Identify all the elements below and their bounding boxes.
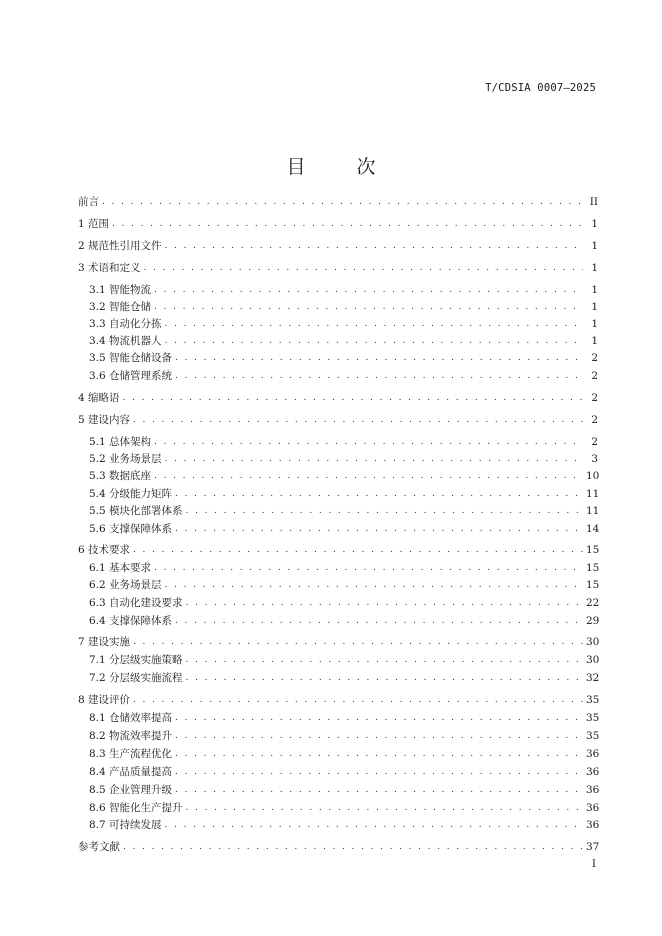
toc-entry[interactable] [89,614,598,628]
dot-leader [175,614,583,628]
toc-entry[interactable] [89,452,598,466]
toc-entry[interactable] [78,195,598,209]
toc-entry-page: 15 [586,544,600,556]
toc-entry-label: 3.5 智能仓储设备 [89,352,173,364]
toc-entry-label: 6 技术要求 [78,544,131,556]
dot-leader [144,261,583,275]
toc-entry-label: 前言 [78,196,99,208]
dot-leader [186,653,583,667]
toc-entry[interactable] [89,671,598,685]
dot-leader [133,413,583,427]
toc-entry[interactable] [89,596,598,610]
toc-entry-label: 8.2 物流效率提升 [89,730,173,742]
dot-leader [165,452,583,466]
toc-entry-label: 6.3 自动化建设要求 [89,597,183,609]
toc-entry-label: 5.4 分级能力矩阵 [89,488,173,500]
toc-entry-page: 1 [591,262,598,274]
toc-entry-label: 5.3 数据底座 [89,470,152,482]
dot-leader [123,391,583,405]
dot-leader [175,729,583,743]
toc-entry[interactable] [89,369,598,383]
toc-entry-label: 3 术语和定义 [78,262,141,274]
toc-entry-page: 1 [591,335,598,347]
dot-leader [154,561,583,575]
toc-entry-page: 36 [586,748,600,760]
toc-entry[interactable] [89,487,598,501]
toc-entry-label: 3.2 智能仓储 [89,301,152,313]
toc-entry-page: 37 [586,841,600,853]
toc-entry-page: 3 [591,453,598,465]
standard-code: T/CDSIA 0007—2025 [485,82,596,94]
toc-entry-label: 6.4 支撑保障体系 [89,615,173,627]
toc-entry-page: 36 [586,766,600,778]
dot-leader [175,369,583,383]
toc-entry-label: 8 建设评价 [78,694,131,706]
toc-entry-label: 5.6 支撑保障体系 [89,523,173,535]
toc-entry-page: 35 [586,694,600,706]
toc-entry-page: 36 [586,802,600,814]
toc-entry-label: 6.1 基本要求 [89,562,152,574]
toc-entry-page: 2 [591,414,598,426]
toc-entry[interactable] [78,391,598,405]
toc-entry[interactable] [89,747,598,761]
dot-leader [102,195,583,209]
document-title: 目 次 [286,155,392,178]
dot-leader [186,801,583,815]
toc-entry[interactable] [78,413,598,427]
toc-entry-page: 30 [586,636,600,648]
toc-entry[interactable] [78,693,598,707]
toc-entry-page: II [589,196,598,208]
toc-entry[interactable] [89,469,598,483]
dot-leader [186,596,583,610]
toc-entry-page: 30 [586,654,600,666]
dot-leader [175,783,583,797]
dot-leader [165,578,583,592]
toc-entry[interactable] [89,653,598,667]
toc-entry-label: 8.5 企业管理升级 [89,784,173,796]
dot-leader [165,239,583,253]
dot-leader [165,334,583,348]
dot-leader [112,217,583,231]
dot-leader [123,840,583,854]
dot-leader [175,711,583,725]
toc-entry-label: 5.5 模块化部署体系 [89,505,183,517]
toc-entry-page: 11 [586,488,600,500]
toc-entry-page: 2 [591,352,598,364]
toc-entry-label: 5.1 总体架构 [89,436,152,448]
dot-leader [165,317,583,331]
dot-leader [186,504,583,518]
toc-entry[interactable] [89,818,598,832]
toc-entry-label: 4 缩略语 [78,392,120,404]
toc-entry[interactable] [89,522,598,536]
toc-entry-label: 8.6 智能化生产提升 [89,802,183,814]
toc-entry-page: 2 [591,392,598,404]
toc-entry[interactable] [89,578,598,592]
toc-entry[interactable] [89,729,598,743]
dot-leader [154,283,583,297]
toc-entry-label: 7.1 分层级实施策略 [89,654,183,666]
dot-leader [154,435,583,449]
toc-entry-label: 6.2 业务场景层 [89,579,162,591]
toc-entry-label: 2 规范性引用文件 [78,240,162,252]
dot-leader [175,487,583,501]
toc-entry[interactable] [89,300,598,314]
toc-entry-page: 11 [586,505,600,517]
toc-entry-page: 14 [586,523,600,535]
toc-entry-label: 7.2 分层级实施流程 [89,672,183,684]
toc-entry-page: 10 [586,470,600,482]
dot-leader [165,818,583,832]
toc-entry-page: 1 [591,284,598,296]
dot-leader [175,765,583,779]
toc-entry[interactable] [78,840,598,854]
toc-entry-page: 32 [586,672,600,684]
toc-entry-page: 1 [591,318,598,330]
toc-entry-page: 1 [591,240,598,252]
toc-entry-page: 15 [586,579,600,591]
toc-entry-label: 8.1 仓储效率提高 [89,712,173,724]
toc-entry-page: 36 [586,784,600,796]
toc-entry-label: 3.3 自动化分拣 [89,318,162,330]
dot-leader [186,671,583,685]
toc-entry-label: 8.4 产品质量提高 [89,766,173,778]
toc-entry[interactable] [89,351,598,365]
toc-entry-page: 22 [586,597,600,609]
dot-leader [154,469,583,483]
toc-entry-label: 5.2 业务场景层 [89,453,162,465]
toc-entry[interactable] [89,561,598,575]
toc-entry[interactable] [89,783,598,797]
toc-entry[interactable] [89,801,598,815]
toc-entry-page: 35 [586,712,600,724]
toc-entry-page: 15 [586,562,600,574]
toc-entry-label: 7 建设实施 [78,636,131,648]
dot-leader [175,522,583,536]
toc-entry[interactable] [89,317,598,331]
toc-entry-page: 36 [586,819,600,831]
dot-leader [133,635,583,649]
toc-entry-page: 29 [586,615,600,627]
dot-leader [133,693,583,707]
toc-entry-label: 1 范围 [78,218,110,230]
toc-entry-page: 2 [591,436,598,448]
dot-leader [133,543,583,557]
dot-leader [154,300,583,314]
toc-entry[interactable] [78,543,598,557]
toc-entry-page: 1 [591,301,598,313]
toc-entry[interactable] [78,635,598,649]
dot-leader [175,747,583,761]
toc-entry-label: 3.6 仓储管理系统 [89,370,173,382]
toc-entry[interactable] [78,239,598,253]
toc-entry[interactable] [89,334,598,348]
toc-entry[interactable] [89,504,598,518]
toc-entry-label: 3.4 物流机器人 [89,335,162,347]
toc-entry[interactable] [89,435,598,449]
toc-entry-label: 8.7 可持续发展 [89,819,162,831]
toc-entry-label: 8.3 生产流程优化 [89,748,173,760]
toc-entry[interactable] [89,711,598,725]
page-number: I [591,858,596,870]
toc-entry[interactable] [78,261,598,275]
toc-entry-page: 2 [591,370,598,382]
toc-entry[interactable] [89,283,598,297]
dot-leader [175,351,583,365]
toc-entry-label: 3.1 智能物流 [89,284,152,296]
toc-entry[interactable] [89,765,598,779]
toc-entry-label: 参考文献 [78,841,120,853]
toc-entry-label: 5 建设内容 [78,414,131,426]
toc-entry-page: 1 [591,218,598,230]
toc-entry[interactable] [78,217,598,231]
toc-entry-page: 35 [586,730,600,742]
